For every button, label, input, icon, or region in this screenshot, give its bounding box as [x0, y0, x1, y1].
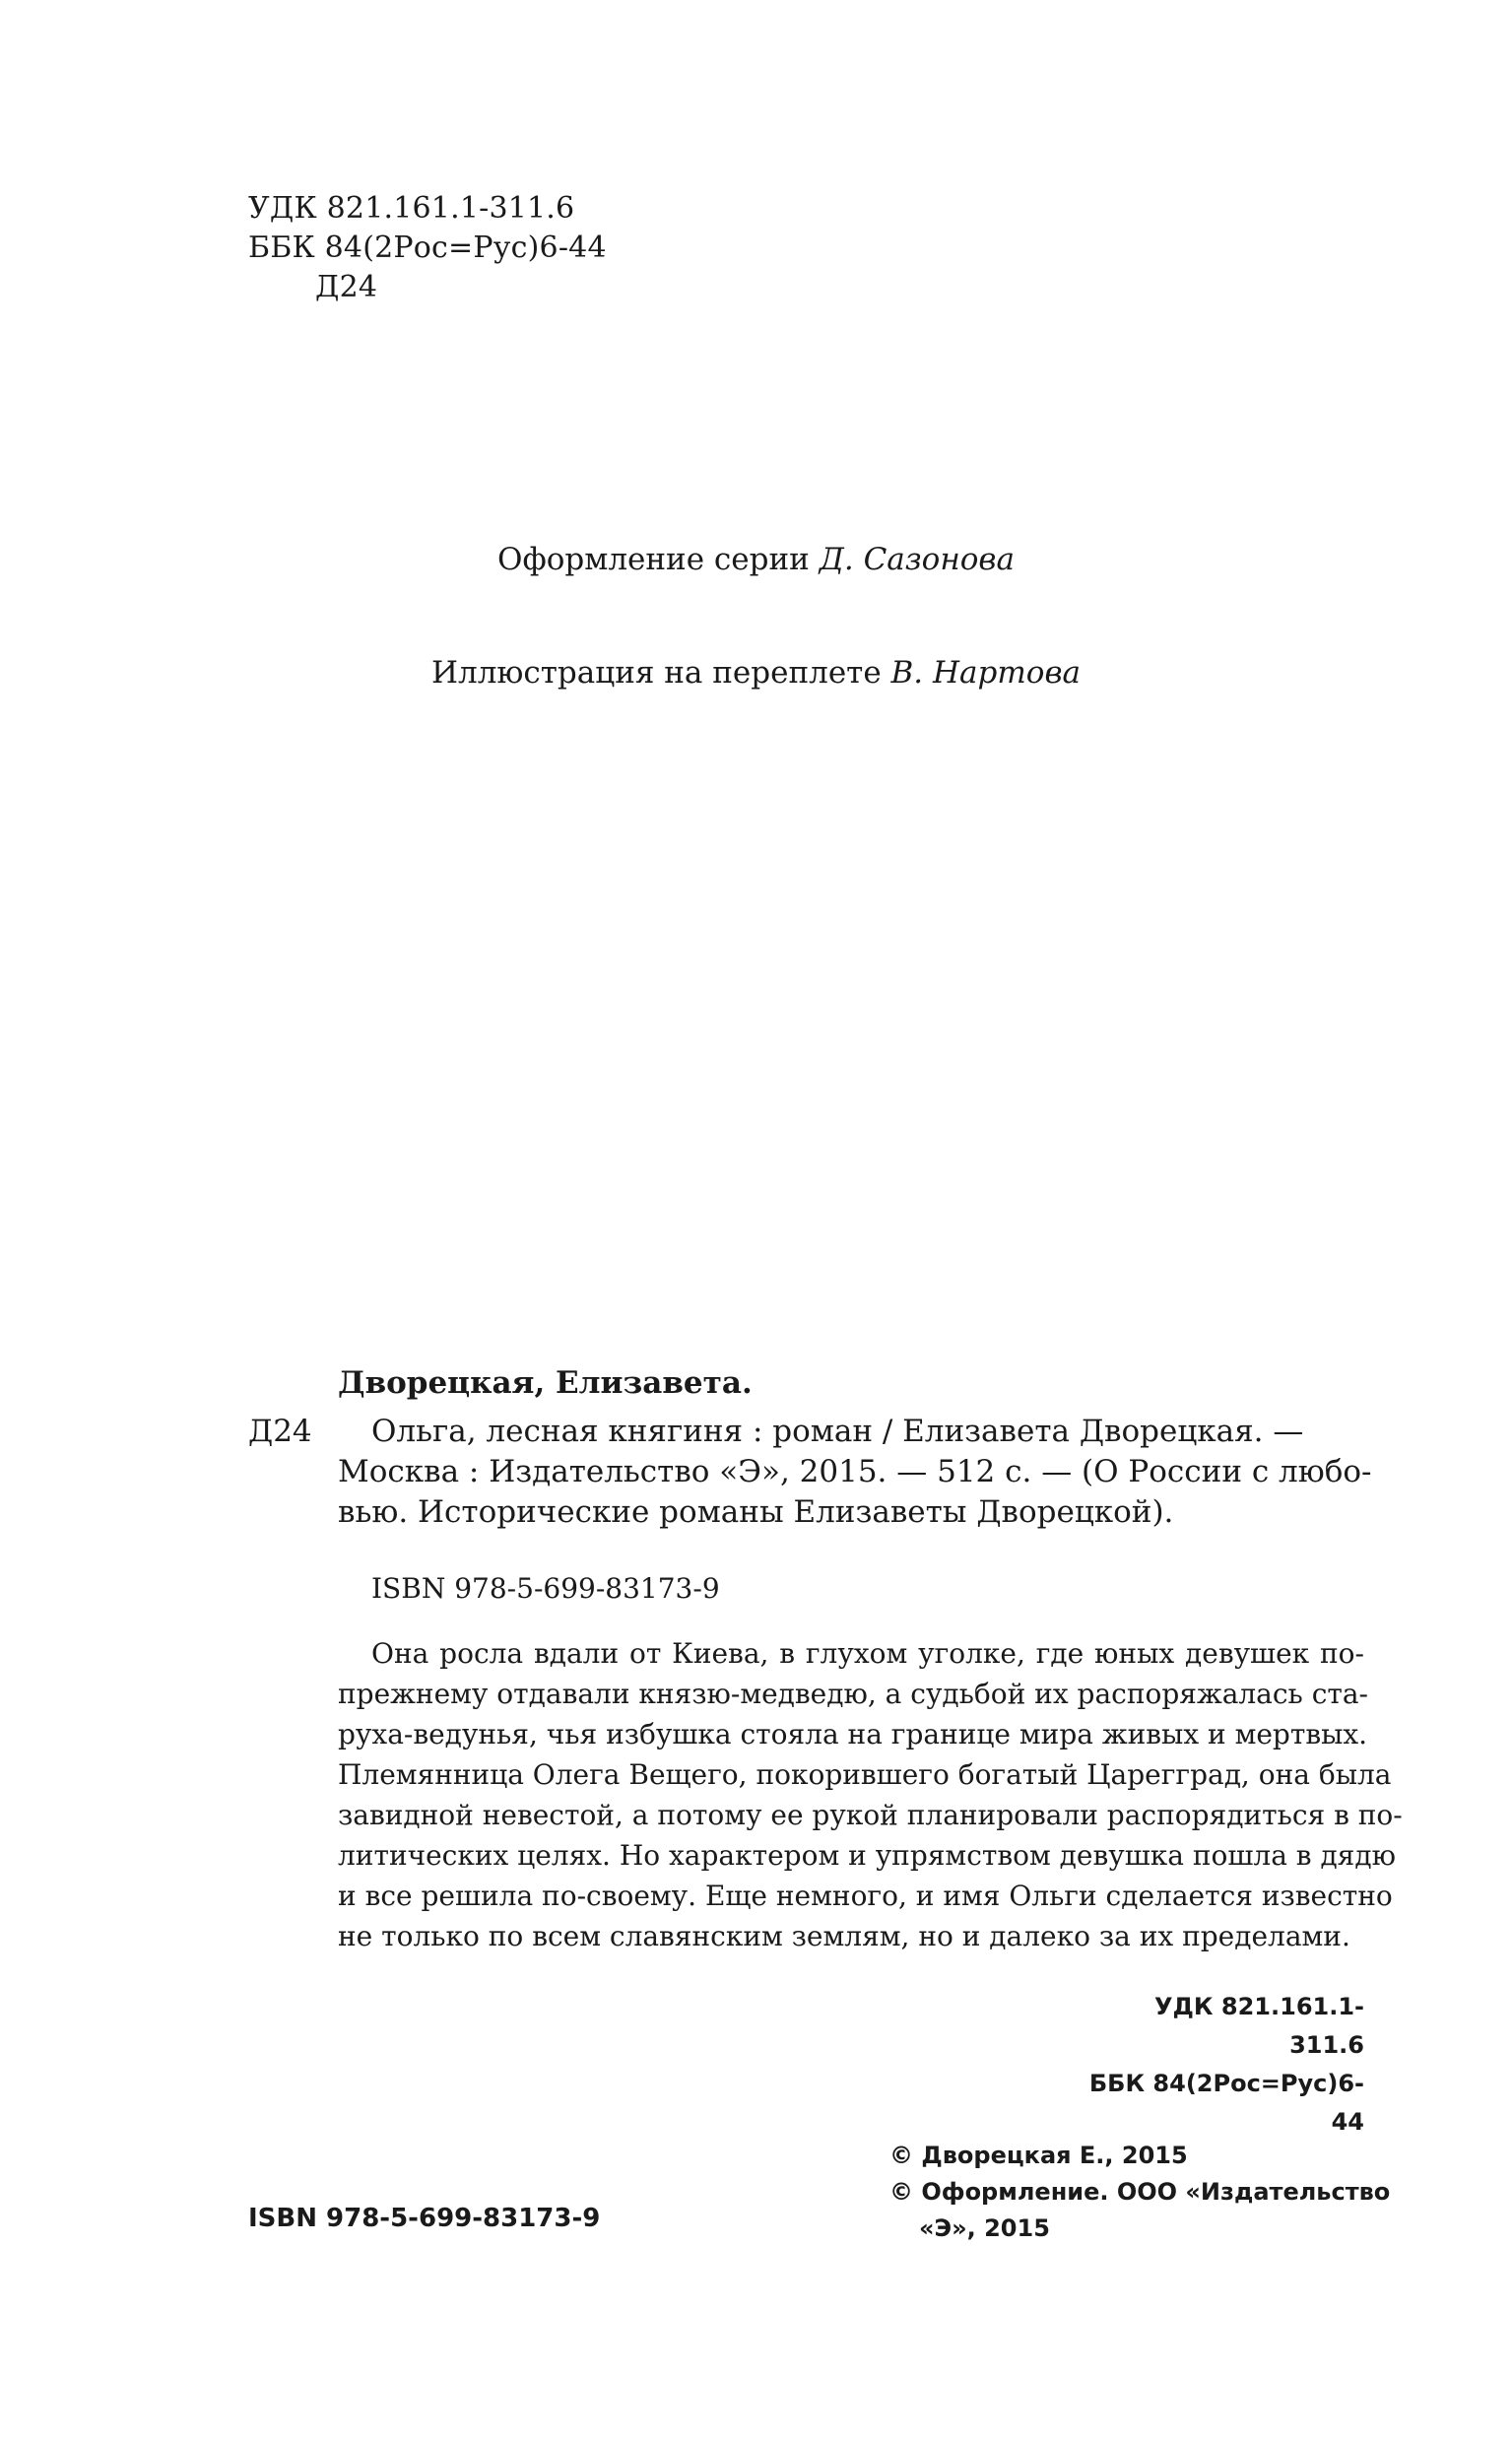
bibliographic-line: Ольга, лесная княгиня : роман / Елизавета Дворецкая. —	[371, 1414, 1304, 1449]
annotation-paragraph	[338, 1633, 1403, 1956]
header-udk-code: УДК 821.161.1-311.6	[248, 191, 575, 226]
series-design-label: Оформление серии	[497, 542, 810, 577]
cover-illustration-credit	[0, 653, 1512, 693]
record-author-mark: Д24	[248, 1414, 312, 1449]
bibliographic-line: Москва : Издательство «Э», 2015. — 512 с. — (О России с любо-	[338, 1454, 1372, 1489]
series-design-credit	[0, 540, 1512, 579]
header-bbk-code: ББК 84(2Рос=Рус)6-44	[248, 231, 607, 265]
header-classification-codes	[248, 189, 607, 307]
bottom-bbk-code: ББК 84(2Рос=Рус)6-44	[1088, 2070, 1364, 2136]
cover-illustration-name: В. Нартова	[890, 655, 1081, 691]
annotation-line: завидной невестой, а потому ее рукой планировали распорядиться в по-	[338, 1799, 1403, 1831]
bibliographic-line: вью. Исторические романы Елизаветы Дворецкой).	[338, 1494, 1174, 1530]
bibliographic-description	[338, 1412, 1372, 1533]
copyright-design: © Оформление. ООО «Издательство	[889, 2178, 1391, 2206]
annotation-line: прежнему отдавали князю-медведю, а судьбой их распоряжалась ста-	[338, 1678, 1369, 1710]
record-isbn: ISBN 978-5-699-83173-9	[371, 1572, 720, 1605]
header-author-mark: Д24	[315, 270, 378, 304]
annotation-line: не только по всем славянским землям, но и далеко за их пределами.	[338, 1920, 1350, 1952]
bottom-classification-codes	[1084, 1988, 1364, 2142]
author-heading: Дворецкая, Елизавета.	[338, 1365, 753, 1401]
bottom-udk-code: УДК 821.161.1-311.6	[1154, 1993, 1364, 2059]
annotation-line: литических целях. Но характером и упрямством девушка пошла в дядю	[338, 1839, 1396, 1872]
copyright-author: © Дворецкая Е., 2015	[889, 2142, 1188, 2169]
annotation-line: руха-ведунья, чья избушка стояла на границе мира живых и мертвых.	[338, 1718, 1368, 1750]
annotation-line: Она росла вдали от Киева, в глухом уголке, где юных девушек по-	[371, 1637, 1364, 1670]
isbn-bottom: ISBN 978-5-699-83173-9	[248, 2204, 601, 2233]
series-design-name: Д. Сазонова	[819, 542, 1015, 577]
copyright-design-continuation: «Э», 2015	[919, 2214, 1050, 2242]
annotation-line: и все решила по-своему. Еще немного, и имя Ольги сделается известно	[338, 1880, 1393, 1912]
copyright-block	[889, 2138, 1391, 2247]
cover-illustration-label: Иллюстрация на переплете	[431, 655, 882, 691]
annotation-line: Племянница Олега Вещего, покорившего богатый Царегград, она была	[338, 1758, 1392, 1791]
